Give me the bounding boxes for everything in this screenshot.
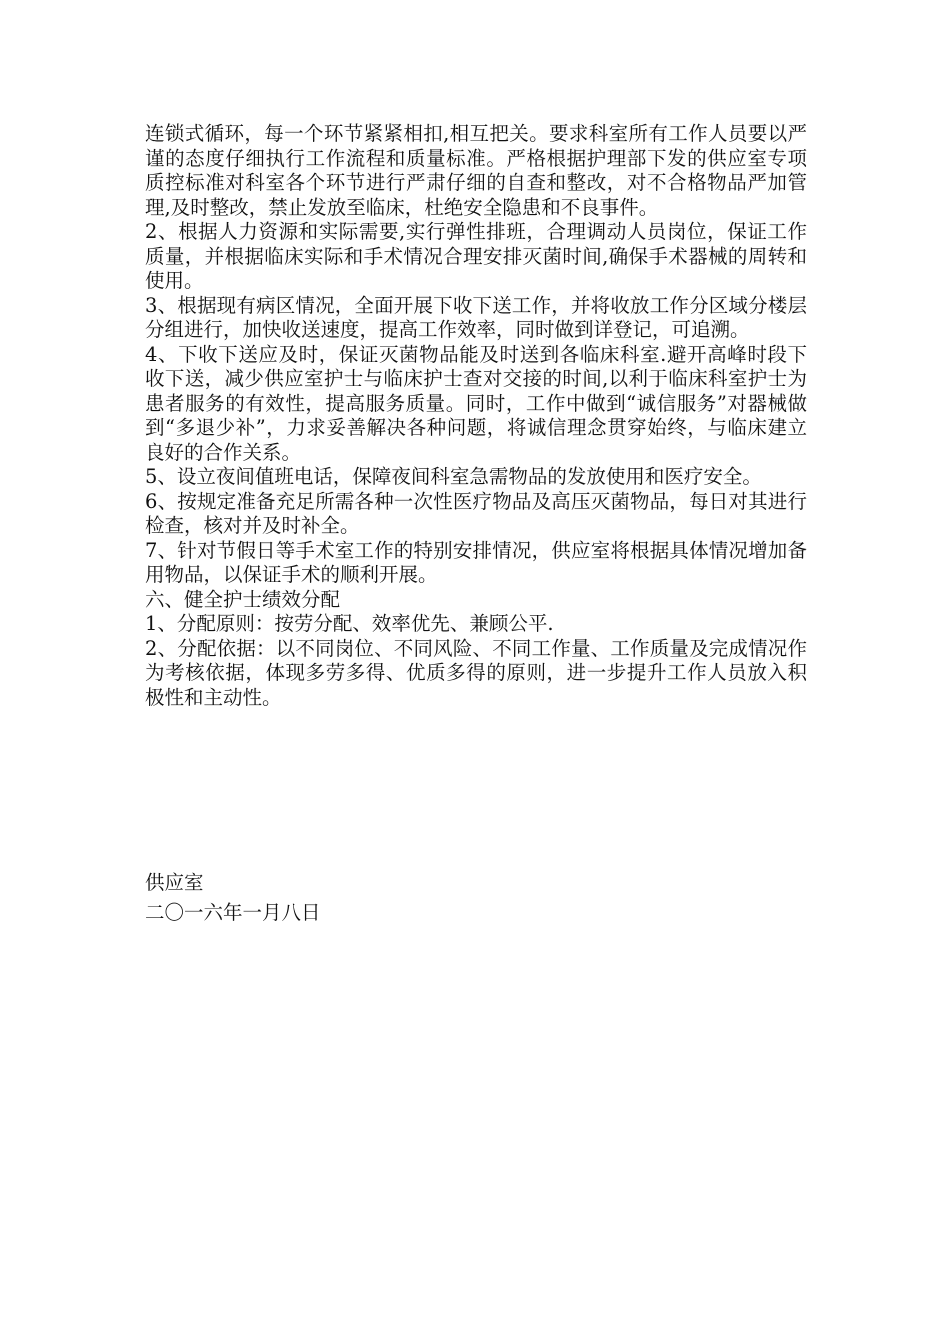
paragraph-item-4: 4、下收下送应及时，保证灭菌物品能及时送到各临床科室.避开高峰时段下收下送，减少供应室护士与临床护士查对交接的时间,以利于临床科室护士为患者服务的有效性，提高服务质量。同时，工作中做到“诚信服务”对器械做到“多退少补”，力求妥善解决各种问题，将诚信理念贯穿始终，与临床建立良好的合作关系。 xyxy=(145,342,807,464)
paragraph-allocation-principle: 1、分配原则：按劳分配、效率优先、兼顾公平. xyxy=(145,612,554,635)
paragraph-allocation-basis: 2、分配依据：以不同岗位、不同风险、不同工作量、工作质量及完成情况作为考核依据，体现多劳多得、优质多得的原则，进一步提升工作人员放入积极性和主动性。 xyxy=(145,636,807,709)
section-heading-six: 六、健全护士绩效分配 xyxy=(145,587,341,611)
signature-department: 供应室 xyxy=(145,871,204,894)
paragraph-item-7: 7、针对节假日等手术室工作的特别安排情况，供应室将根据具体情况增加备用物品，以保证手术的顺利开展。 xyxy=(145,538,807,586)
paragraph-item-5: 5、设立夜间值班电话，保障夜间科室急需物品的发放使用和医疗安全。 xyxy=(145,465,762,488)
document-body xyxy=(145,122,807,710)
signature-date: 二〇一六年一月八日 xyxy=(145,901,321,924)
paragraph-closed-loop: 连锁式循环，每一个环节紧紧相扣,相互把关。要求科室所有工作人员要以严谨的态度仔细执行工作流程和质量标准。严格根据护理部下发的供应室专项质控标准对科室各个环节进行严肃仔细的自查和整改，对不合格物品严加管理,及时整改，禁止发放至临床，杜绝安全隐患和不良事件。 xyxy=(145,122,807,219)
paragraph-item-6: 6、按规定准备充足所需各种一次性医疗物品及高压灭菌物品，每日对其进行检查，核对并及时补全。 xyxy=(145,489,807,537)
signature-block xyxy=(145,868,321,928)
paragraph-item-3: 3、根据现有病区情况，全面开展下收下送工作，并将收放工作分区域分楼层分组进行，加快收送速度，提高工作效率，同时做到详登记，可追溯。 xyxy=(145,293,807,341)
paragraph-item-2: 2、根据人力资源和实际需要,实行弹性排班，合理调动人员岗位，保证工作质量，并根据临床实际和手术情况合理安排灭菌时间,确保手术器械的周转和使用。 xyxy=(145,220,807,292)
